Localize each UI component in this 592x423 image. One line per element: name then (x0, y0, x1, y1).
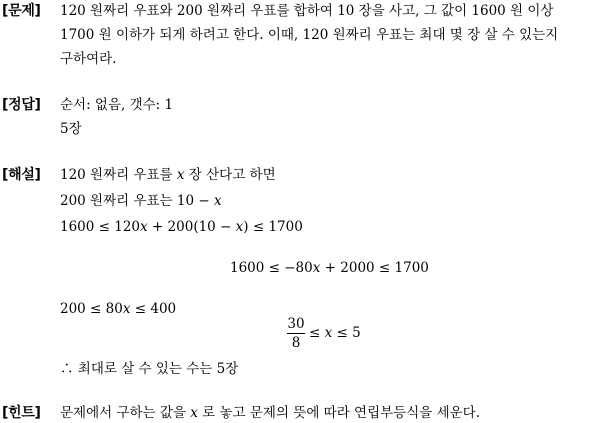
inequality-3 (60, 300, 176, 318)
math-segment: ≤ 5 (332, 325, 361, 341)
solution-tag: [해설] (2, 167, 41, 183)
text-segment: 120 원짜리 우표를 (60, 167, 177, 183)
variable-x: x (140, 219, 148, 235)
answer-tag: [정답] (2, 97, 41, 113)
variable-x: x (122, 301, 131, 317)
solution-conclusion: ∴ 최대로 살 수 있는 수는 5장 (60, 361, 239, 377)
problem-line-2: 1700 원 이하가 되게 하려고 한다. 이때, 120 원짜리 우표는 최대 몇 장 살 수 있는지 (60, 27, 559, 43)
variable-x: x (176, 167, 185, 183)
inequality-1 (60, 218, 303, 236)
variable-x: x (235, 219, 244, 235)
solution-line-1 (60, 166, 276, 184)
variable-x: x (213, 193, 222, 209)
text-segment: 장 산다고 하면 (184, 167, 276, 183)
hint-tag: [힌트] (2, 405, 41, 421)
text-segment: 문제에서 구하는 값을 (60, 405, 191, 421)
fraction-numerator: 30 (287, 316, 305, 332)
math-segment: ≤ (309, 325, 325, 341)
math-segment: 200 ≤ 80 (60, 301, 123, 317)
math-segment: ≤ 400 (130, 301, 177, 317)
hint-text (60, 404, 480, 422)
fraction-denominator: 8 (291, 335, 301, 351)
math-segment: 1600 ≤ −80 (230, 260, 313, 276)
math-segment: 1600 ≤ 120 (60, 219, 141, 235)
math-segment: + 2000 ≤ 1700 (320, 260, 429, 276)
variable-x: x (190, 405, 198, 421)
answer-line-1: 순서: 없음, 갯수: 1 (60, 97, 174, 113)
solution-line-2 (60, 192, 222, 210)
problem-line-3: 구하여라. (60, 51, 117, 67)
text-segment: 200 원짜리 우표는 10 − (60, 193, 214, 209)
variable-x: x (312, 260, 321, 276)
fraction-bar (287, 333, 305, 334)
variable-x: x (324, 325, 333, 341)
inequality-2 (230, 259, 429, 277)
math-segment: + 200(10 − (147, 219, 236, 235)
math-segment: ) ≤ 1700 (243, 219, 303, 235)
answer-line-2: 5장 (60, 121, 82, 137)
fraction (287, 316, 305, 351)
problem-tag: [문제] (2, 3, 41, 19)
text-segment: 로 놓고 문제의 뜻에 따라 연립부등식을 세운다. (197, 405, 480, 421)
problem-line-1: 120 원짜리 우표와 200 원짜리 우표를 합하여 10 장을 사고, 그 값이 1600 원 이상 (60, 3, 554, 19)
fraction-inequality (309, 324, 361, 342)
